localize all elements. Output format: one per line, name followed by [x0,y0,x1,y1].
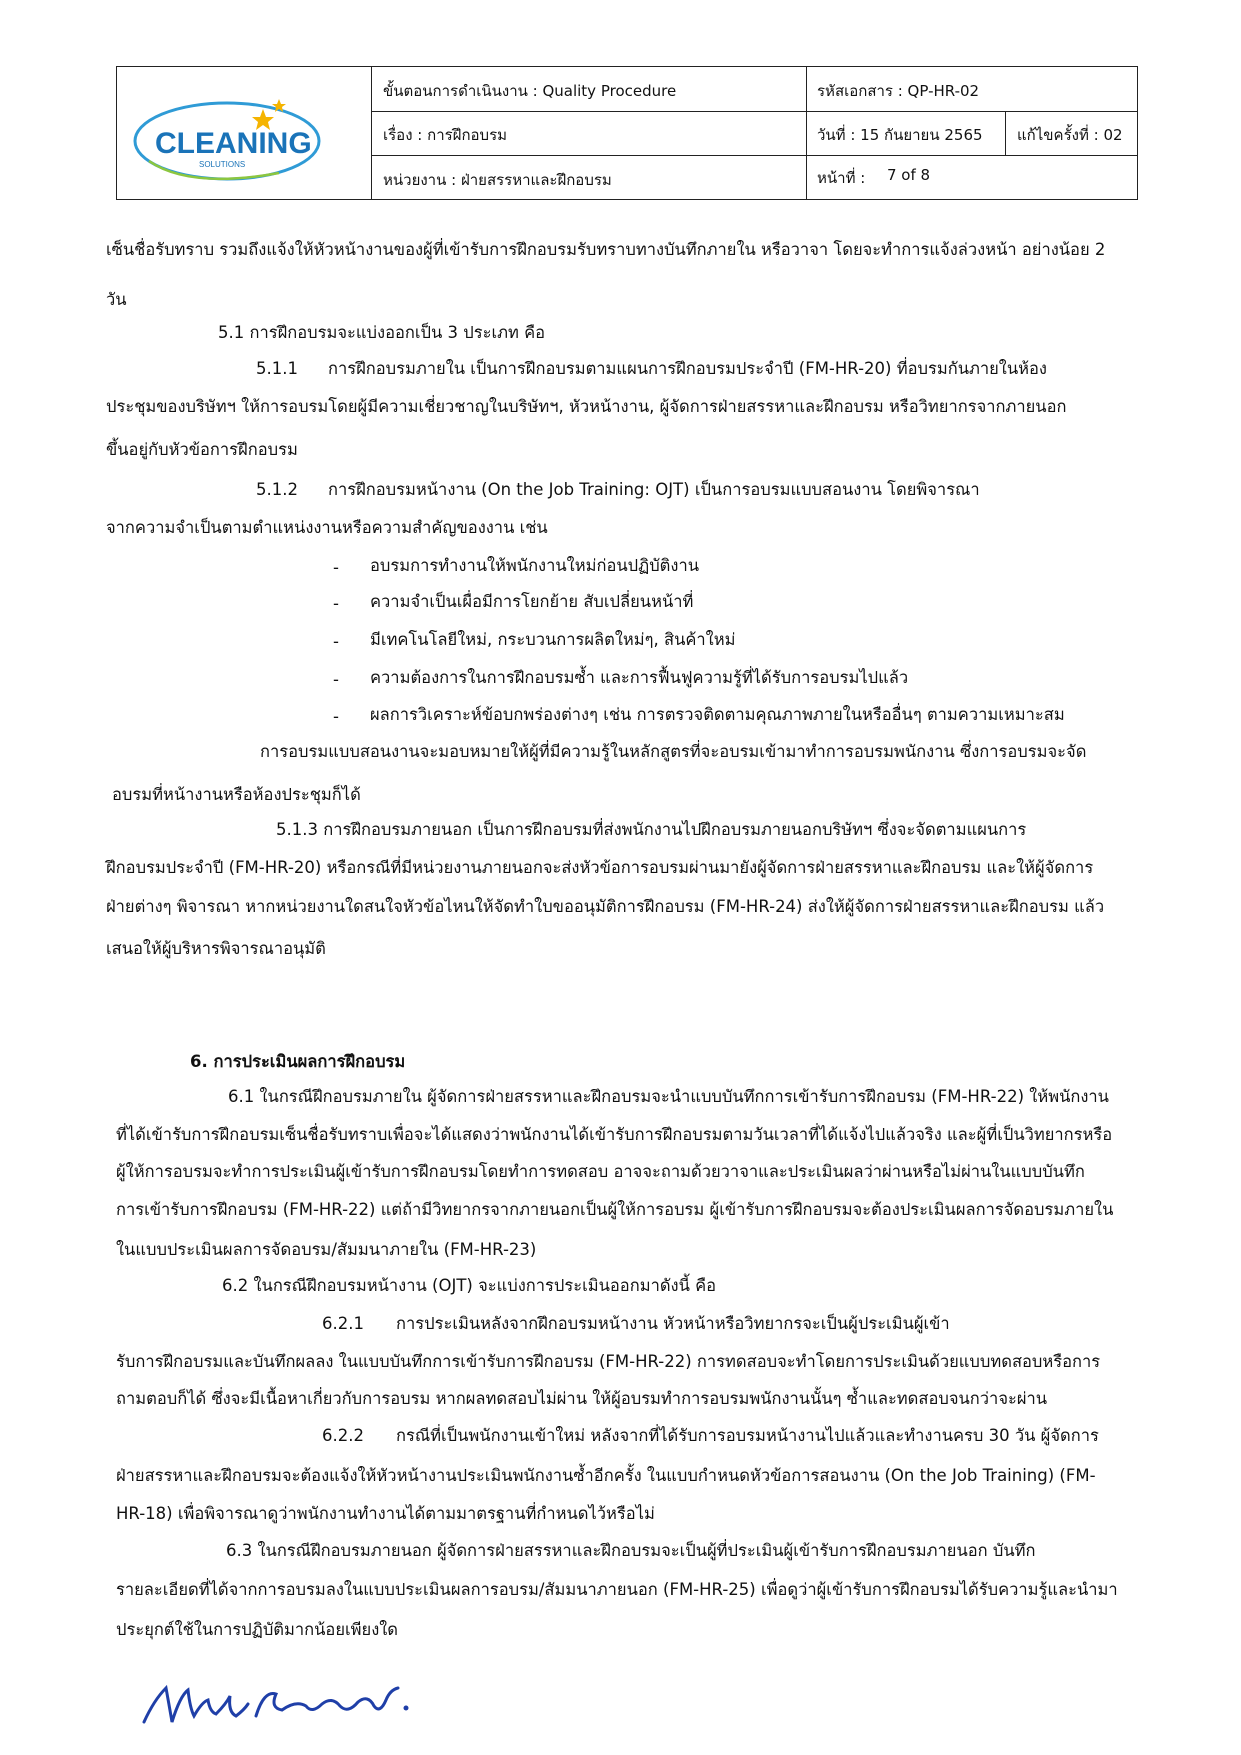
paragraph-line: 6.1 ในกรณีฝึกอบรมภายใน ผู้จัดการฝ่ายสรรหาและฝึกอบรมจะนำแบบบันทึกการเข้ารับการฝึกอบรม (FM-HR-22) ให้พนักงาน [228,1087,1109,1106]
document-code: รหัสเอกสาร : QP-HR-02 [817,82,980,100]
bullet-dash: - [333,670,339,689]
paragraph-line: กรณีที่เป็นพนักงานเข้าใหม่ หลังจากที่ได้รับการอบรมหน้างานไปแล้วและทำงานครบ 30 วัน ผู้จัดการ [396,1426,1099,1445]
bullet-item: ความต้องการในการฝึกอบรมซ้ำ และการฟื้นฟูความรู้ที่ได้รับการอบรมไปแล้ว [370,668,909,687]
item-number: 6.2.1 [322,1314,364,1333]
paragraph-line: 5.1.3 การฝึกอบรมภายนอก เป็นการฝึกอบรมที่ส่งพนักงานไปฝึกอบรมภายนอกบริษัทฯ ซึ่งจะจัดตามแผนการ [276,820,1027,839]
header-divider [371,155,1137,156]
paragraph-line: เซ็นชื่อรับทราบ รวมถึงแจ้งให้หัวหน้างานของผู้ที่เข้ารับการฝึกอบรมรับทราบทางบันทึกภายใน หรือวาจา โดยจะทำการแจ้งล่วงหน้า อย่างน้อย 2 [106,240,1106,259]
header-divider [806,67,807,199]
paragraph-line: ถามตอบก็ได้ ซึ่งจะมีเนื้อหาเกี่ยวกับการอบรม หากผลทดสอบไม่ผ่าน ให้ผู้อบรมทำการอบรมพนักงานนั้นๆ ซ้ำและทดสอบจนกว่าจะผ่าน [116,1389,1048,1408]
document-date: วันที่ : 15 กันยายน 2565 [817,126,983,144]
paragraph-line: การประเมินหลังจากฝึกอบรมหน้างาน หัวหน้าหรือวิทยากรจะเป็นผู้ประเมินผู้เข้า [396,1314,950,1333]
paragraph-line: การเข้ารับการฝึกอบรม (FM-HR-22) แต่ถ้ามีวิทยากรจากภายนอกเป็นผู้ให้การอบรม ผู้เข้ารับการฝึกอบรมจะต้องประเมินผลการจัดอบรมภายใน [116,1200,1114,1219]
paragraph-line: ฝ่ายต่างๆ พิจารณา หากหน่วยงานใดสนใจหัวข้อไหนให้จัดทำใบขออนุมัติการฝึกอบรม (FM-HR-24) ส่งให้ผู้จัดการฝ่ายสรรหาและฝึกอบรม แล้ว [106,897,1105,916]
paragraph-line: ประชุมของบริษัทฯ ให้การอบรมโดยผู้มีความเชี่ยวชาญในบริษัทฯ, หัวหน้างาน, ผู้จัดการฝ่ายสรรหาและฝึกอบรม หรือวิทยากรจากภายนอก [106,397,1067,416]
paragraph-line: การอบรมแบบสอนงานจะมอบหมายให้ผู้ที่มีความรู้ในหลักสูตรที่จะอบรมเข้ามาทำการอบรมพนักงาน ซึ่งการอบรมจะจัด [260,742,1087,761]
bullet-dash: - [333,558,339,577]
paragraph-line: การฝึกอบรมภายใน เป็นการฝึกอบรมตามแผนการฝึกอบรมประจำปี (FM-HR-20) ที่อบรมกันภายในห้อง [328,359,1047,378]
bullet-item: ความจำเป็นเผื่อมีการโยกย้าย สับเปลี่ยนหน้าที่ [370,592,694,611]
paragraph-line: ที่ได้เข้ารับการฝึกอบรมเซ็นชื่อรับทราบเพื่อจะได้แสดงว่าพนักงานได้เข้ารับการฝึกอบรมตามวันเวลาที่ได้แจ้งไปแล้วจริง และผู้ที่เป็นวิทยากรหรือ [116,1125,1113,1144]
bullet-item: มีเทคโนโลยีใหม่, กระบวนการผลิตใหม่ๆ, สินค้าใหม่ [370,630,736,649]
paragraph-line: ประยุกต์ใช้ในการปฏิบัติมากน้อยเพียงใด [116,1620,399,1639]
paragraph-line: ขึ้นอยู่กับหัวข้อการฝึกอบรม [106,440,298,459]
bullet-item: ผลการวิเคราะห์ข้อบกพร่องต่างๆ เช่น การตรวจติดตามคุณภาพภายในหรืออื่นๆ ตามความเหมาะสม [370,705,1065,724]
paragraph-line: วัน [106,290,127,309]
company-logo [129,81,349,189]
signature [136,1660,436,1740]
item-number: 6.2.2 [322,1426,364,1445]
bullet-item: อบรมการทำงานให้พนักงานใหม่ก่อนปฏิบัติงาน [370,556,699,575]
paragraph-line: อบรมที่หน้างานหรือห้องประชุมก็ได้ [112,785,361,804]
procedure-title: ขั้นตอนการดำเนินงาน : Quality Procedure [383,82,677,100]
item-number: 5.1.2 [256,480,298,499]
revision-number: แก้ไขครั้งที่ : 02 [1017,126,1123,144]
bullet-dash: - [333,632,339,651]
paragraph-line: การฝึกอบรมหน้างาน (On the Job Training: OJT) เป็นการอบรมแบบสอนงาน โดยพิจารณา [328,480,980,499]
paragraph-line: ฝ่ายสรรหาและฝึกอบรมจะต้องแจ้งให้หัวหน้างานประเมินพนักงานซ้ำอีกครั้ง ในแบบกำหนดหัวข้อการสอนงาน (On the Job Training) (FM- [116,1466,1096,1485]
bullet-dash: - [333,594,339,613]
logo-subtitle: SOLUTIONS [199,160,246,169]
subject-title: เรื่อง : การฝึกอบรม [383,126,508,144]
section-5-1-heading: 5.1 การฝึกอบรมจะแบ่งออกเป็น 3 ประเภท คือ [218,323,546,342]
paragraph-line: จากความจำเป็นตามตำแหน่งงานหรือความสำคัญของงาน เช่น [106,518,548,537]
header-divider [371,111,1137,112]
page-number: 7 of 8 [887,166,931,184]
document-header [116,66,1138,200]
paragraph-line: HR-18) เพื่อพิจารณาดูว่าพนักงานทำงานได้ตามมาตรฐานที่กำหนดไว้หรือไม่ [116,1504,655,1523]
paragraph-line: ผู้ให้การอบรมจะทำการประเมินผู้เข้ารับการฝึกอบรมโดยทำการทดสอบ อาจจะถามด้วยวาจาและประเมินผลว่าผ่านหรือไม่ผ่านในแบบบันทึก [116,1162,1085,1181]
page-label: หน้าที่ : [817,169,866,187]
department-name: หน่วยงาน : ฝ่ายสรรหาและฝึกอบรม [383,171,612,189]
paragraph-line: รายละเอียดที่ได้จากการอบรมลงในแบบประเมินผลการอบรม/สัมมนาภายนอก (FM-HR-25) เพื่อดูว่าผู้เข้ารับการฝึกอบรมได้รับความรู้และนำมา [116,1580,1118,1599]
paragraph-line: ฝึกอบรมประจำปี (FM-HR-20) หรือกรณีที่มีหน่วยงานภายนอกจะส่งหัวข้อการอบรมผ่านมายังผู้จัดการฝ่ายสรรหาและฝึกอบรม และให้ผู้จัดการ [106,858,1094,877]
section-6-2-heading: 6.2 ในกรณีฝึกอบรมหน้างาน (OJT) จะแบ่งการประเมินออกมาดังนี้ คือ [222,1276,717,1295]
paragraph-line: รับการฝึกอบรมและบันทึกผลลง ในแบบบันทึกการเข้ารับการฝึกอบรม (FM-HR-22) การทดสอบจะทำโดยการประเมินด้วยแบบทดสอบหรือการ [116,1352,1101,1371]
header-divider [1005,111,1006,155]
paragraph-line: เสนอให้ผู้บริหารพิจารณาอนุมัติ [106,939,326,958]
item-number: 5.1.1 [256,359,298,378]
section-6-3-heading: 6.3 ในกรณีฝึกอบรมภายนอก ผู้จัดการฝ่ายสรรหาและฝึกอบรมจะเป็นผู้ที่ประเมินผู้เข้ารับการฝึกอบรมภายนอก บันทึก [226,1541,1036,1560]
header-divider [371,67,372,199]
paragraph-line: ในแบบประเมินผลการจัดอบรม/สัมมนาภายใน (FM-HR-23) [116,1240,537,1259]
bullet-dash: - [333,707,339,726]
logo-wordmark: CLEANING [155,127,312,160]
section-6-heading: 6. การประเมินผลการฝึกอบรม [190,1052,406,1071]
